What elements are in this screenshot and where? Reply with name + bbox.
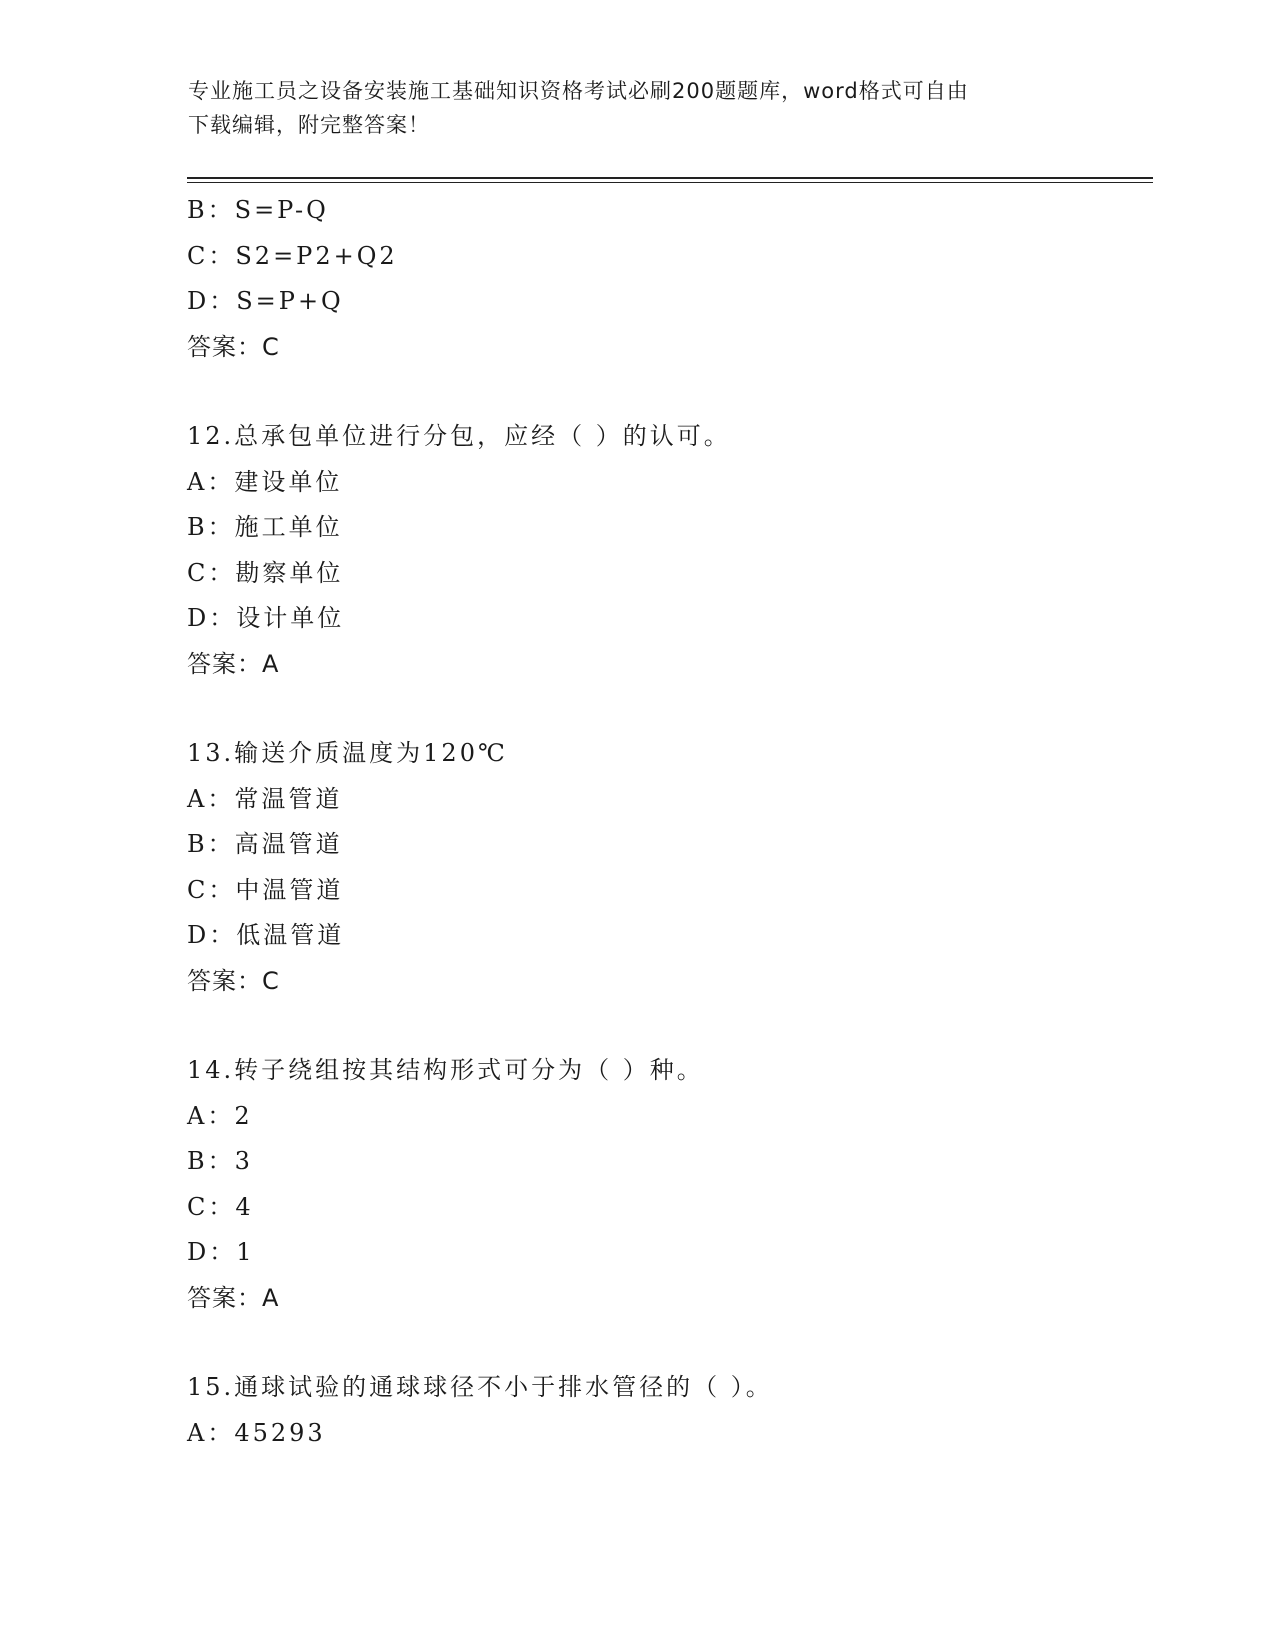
- question-list: [187, 188, 1147, 1456]
- answer: 答案：A: [187, 649, 280, 678]
- option-a: A：建设单位: [187, 467, 343, 496]
- option-a: A：2: [187, 1101, 253, 1130]
- option-a: A：45293: [187, 1418, 326, 1447]
- option-b: B：施工单位: [187, 513, 343, 541]
- spacer: [187, 1321, 1147, 1365]
- question-text: 12.总承包单位进行分包，应经（ ）的认可。: [187, 422, 731, 450]
- option-d: D：设计单位: [187, 604, 345, 632]
- header-line-1: 专业施工员之设备安装施工基础知识资格考试必刷200题题库，word格式可自由: [188, 79, 969, 103]
- spacer: [187, 687, 1147, 731]
- option-c: C：S2=P2+Q2: [187, 241, 398, 270]
- option-d: D：1: [187, 1238, 255, 1266]
- header-rule-thick: [187, 177, 1153, 179]
- question-text: 13.输送介质温度为120℃: [187, 739, 508, 767]
- header-line-2: 下载编辑，附完整答案！: [188, 113, 430, 137]
- question-13: [187, 731, 1147, 1004]
- option-c: C：4: [187, 1192, 254, 1221]
- question-12: [187, 414, 1147, 687]
- question-text: 14.转子绕组按其结构形式可分为（ ）种。: [187, 1056, 704, 1084]
- question-15: [187, 1365, 1147, 1456]
- answer: 答案：A: [187, 1283, 280, 1312]
- option-b: B：高温管道: [187, 830, 343, 858]
- option-d: D：S=P+Q: [187, 287, 344, 315]
- option-c: C：勘察单位: [187, 558, 344, 587]
- spacer: [187, 1004, 1147, 1048]
- option-a: A：常温管道: [187, 784, 343, 813]
- option-c: C：中温管道: [187, 875, 344, 904]
- answer: 答案：C: [187, 332, 280, 361]
- option-d: D：低温管道: [187, 921, 345, 949]
- question-text: 15.通球试验的通球球径不小于排水管径的（ ）。: [187, 1373, 773, 1401]
- answer: 答案：C: [187, 966, 280, 995]
- spacer: [187, 370, 1147, 414]
- document-header: [188, 74, 1088, 142]
- option-b: B：S=P-Q: [187, 196, 329, 224]
- option-b: B：3: [187, 1147, 253, 1175]
- question-14: [187, 1048, 1147, 1321]
- question-11: [187, 188, 1147, 370]
- header-rule-thin: [187, 182, 1153, 183]
